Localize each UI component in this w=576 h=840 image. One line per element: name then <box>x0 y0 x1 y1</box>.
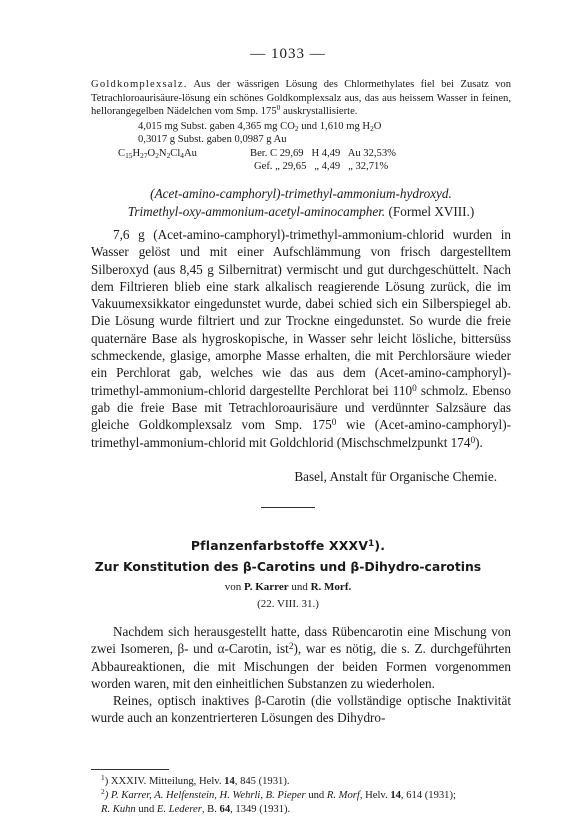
subscript: 2 <box>155 151 159 160</box>
footnote-marker: 2 <box>288 641 294 652</box>
footnote-text: , 1349 (1931). <box>230 803 291 815</box>
subscript: 15 <box>125 151 133 160</box>
section-title-text: Trimethyl-oxy-ammonium-acetyl-aminocampher. <box>127 204 386 219</box>
footnote-text: , Helv. <box>359 790 391 801</box>
paragraph-text: ). <box>475 434 483 450</box>
author-prefix: von <box>224 581 242 593</box>
footnote-text: ) XXXIV. Mitteilung, Helv. <box>104 776 225 787</box>
author-name: P. Karrer <box>244 581 289 593</box>
element: Au <box>183 148 197 159</box>
footnote-1 <box>91 775 511 789</box>
intro-paragraph <box>91 623 511 727</box>
paper-date: (22. VIII. 31.) <box>257 598 319 610</box>
footnote-text: , 845 (1931). <box>234 776 290 787</box>
degree-mark: 0 <box>331 417 337 428</box>
footnote-rule <box>91 769 169 770</box>
footnote-text: , B. <box>201 803 220 815</box>
paragraph-text: ), war es nötig, die s. Z. durchgeführten Abbaureaktionen, die mit Mischungen der beiden Formen vorgenommen worden waren, mit den einheitlichen Substanzen zu wiederholen. <box>91 641 511 691</box>
author-conjunction: und <box>291 581 308 593</box>
page-number: — 1033 — <box>250 46 326 62</box>
analysis-found: Gef. „ 29,65 „ 4,49 „ 32,71% <box>254 161 389 172</box>
volume-number: 64 <box>219 803 231 815</box>
gold-complex-text: Aus der wässrigen Lösung des Chlormethylates fiel bei Zusatz von Tetrachloroaurisäure-lösung ein schönes Goldkomplexsalz aus, das aus heissem Wasser in feinen, hellorangegelben Nädelchen vom Smp. 175 <box>91 79 511 118</box>
volume-number: 14 <box>390 790 401 801</box>
subscript: 2 <box>166 151 171 160</box>
element: Cl <box>170 148 181 159</box>
footnote-text: und <box>305 790 327 801</box>
subscript: 2 <box>294 124 299 133</box>
element: O <box>147 148 156 159</box>
paragraph-text: 7,6 g (Acet-amino-camphoryl)-trimethyl-ammonium-chlorid wurden in Wasser gelöst und mit einer Aufschlämmung von frisch dargestelltem Silberoxyd (aus 8,45 g Silbernitrat) vermischt und gut durchgeschüttelt. Nach dem Filtrieren blieb eine stark alkalisch reagierende Lösung zurück, die im Vakuumexsikkator eingedunstet wurde, dabei schied sich ein Silberspiegel ab. Die Lösung wurde filtriert und zur Trockne eingedunstet. So wurde die freie quaternäre Base als hygroskopische, in Wasser sehr leicht lösliche, bittersüss schmeckende, glasige, amorphe Masse erhalten, die mit Perchlorsäure wieder ein Perchlorat gab, welches wie das aus dem (Acet-amino-camphoryl)-trimethyl-ammonium-chlorid dargestellte Perchlorat bei 110 <box>91 227 511 398</box>
measurement-line-2: 0,3017 g Subst. gaben 0,0987 g Au <box>138 134 287 145</box>
paper-title-end: ). <box>374 538 386 553</box>
footnote-authors: R. Morf <box>326 790 360 801</box>
measurement-text: 4,015 mg Subst. gaben 4,365 mg CO <box>138 121 295 132</box>
analysis-calculated: Ber. C 29,69 H 4,49 Au 32,53% <box>250 148 396 159</box>
measurement-text: O <box>373 121 382 132</box>
gold-complex-text-end: auskrystallisierte. <box>280 106 358 118</box>
footnote-2 <box>91 789 511 816</box>
institution-line: Basel, Anstalt für Organische Chemie. <box>294 469 497 484</box>
subscript: 4 <box>180 151 184 160</box>
degree-mark: 0 <box>412 382 417 393</box>
element: C <box>118 148 126 159</box>
footnote-marker: 1 <box>368 539 375 549</box>
element: H <box>132 148 141 159</box>
paper-title <box>0 538 576 553</box>
paper-authors <box>0 581 576 593</box>
footnote-authors: R. Kuhn <box>101 803 136 815</box>
volume-number: 14 <box>224 776 235 787</box>
gold-complex-label: Goldkomplexsalz. <box>91 79 188 90</box>
experimental-paragraph <box>91 226 511 451</box>
section-title-line-2 <box>91 203 511 220</box>
footnote-marker: 2 <box>101 787 105 796</box>
molecular-formula <box>118 148 197 159</box>
measurement-line-1 <box>138 121 381 132</box>
author-name: R. Morf. <box>310 581 352 593</box>
degree-mark: 0 <box>276 103 281 113</box>
paper-subtitle: Zur Konstitution des β-Carotins und β-Dihydro-carotins <box>94 559 482 574</box>
paragraph-text: schmolz. Ebenso gab die freie Base mit Tetrachloroaurisäure und verdünnter Salzsäure das gleiche Goldkomplexsalz vom Smp. 175 <box>91 382 511 433</box>
subscript: 27 <box>140 151 148 160</box>
section-title-line-1: (Acet-amino-camphoryl)-trimethyl-ammonium-hydroxyd. <box>150 186 452 201</box>
measurement-text: und 1,610 mg H <box>298 121 371 132</box>
paragraph-text: Nachdem sich herausgestellt hatte, dass Rübencarotin eine Mischung von zwei Isomeren, β- und α-Carotin, ist <box>91 624 511 657</box>
subscript: 2 <box>370 124 374 133</box>
element: N <box>158 148 167 159</box>
paper-title-text: Pflanzenfarbstoffe XXXV <box>190 538 369 553</box>
paragraph-text: wie (Acet-amino-camphoryl)-trimethyl-ammonium-chlorid mit Goldchlorid (Mischschmelzpunkt 174 <box>91 417 511 450</box>
footnote-text: und <box>135 803 157 815</box>
formula-reference: (Formel XVIII.) <box>388 204 475 219</box>
section-divider <box>261 507 315 508</box>
footnote-text: , 614 (1931); <box>400 790 456 801</box>
second-paragraph: Reines, optisch inaktives β-Carotin (die vollständige optische Inaktivität wurde auch an konzentrierteren Lösungen des Dihydro- <box>91 693 511 726</box>
gold-complex-paragraph <box>91 78 511 119</box>
footnote-authors: E. Lederer <box>156 803 202 815</box>
degree-mark: 0 <box>470 434 476 445</box>
footnote-marker: 1 <box>101 773 105 782</box>
footnote-authors: ) P. Karrer, A. Helfenstein, H. Wehrli, B. Pieper <box>104 790 306 801</box>
